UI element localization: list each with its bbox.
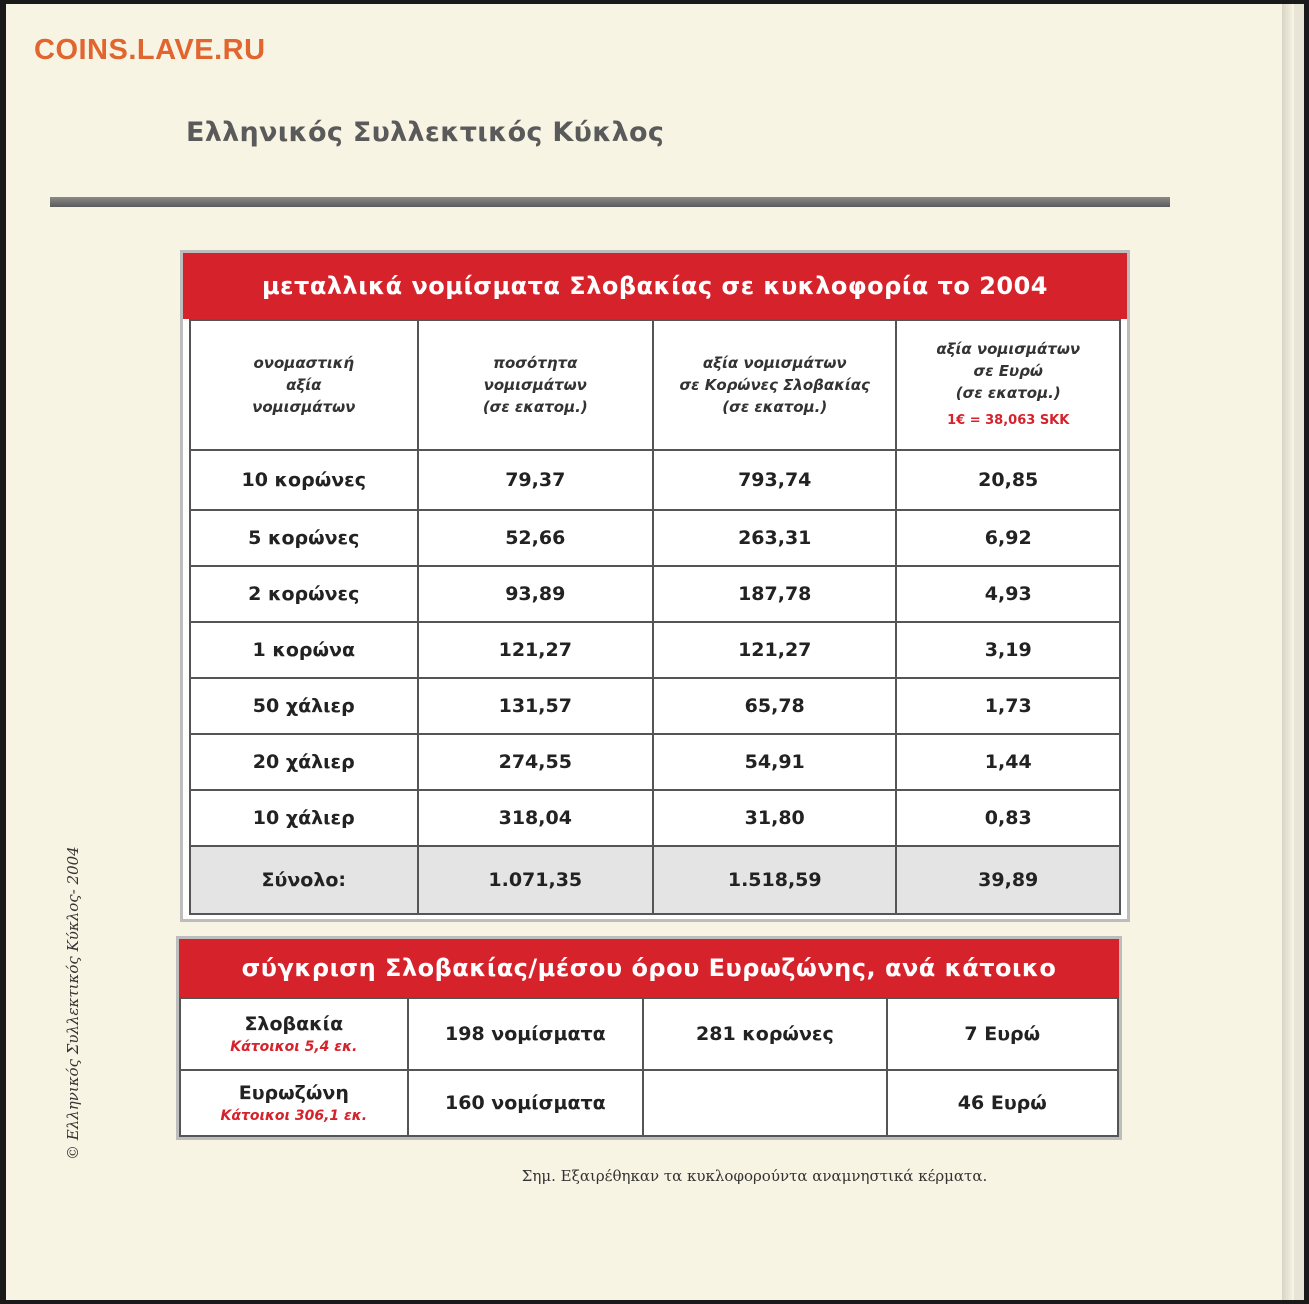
table-row <box>190 790 1120 846</box>
coins-table-panel <box>180 250 1130 922</box>
table-row <box>190 510 1120 566</box>
value-skk-cell: 65,78 <box>653 678 896 734</box>
header-rule <box>50 197 1170 207</box>
value-eur-cell: 4,93 <box>896 566 1120 622</box>
denomination-cell: 20 χάλιερ <box>190 734 418 790</box>
quantity-cell: 93,89 <box>418 566 653 622</box>
denomination-cell: 10 χάλιερ <box>190 790 418 846</box>
coins-table-title: μεταλλικά νομίσματα Σλοβακίας σε κυκλοφορία το 2004 <box>183 253 1127 319</box>
value-skk-cell: 263,31 <box>653 510 896 566</box>
total-quantity: 1.071,35 <box>418 846 653 914</box>
table-row <box>190 734 1120 790</box>
denomination-cell: 1 κορώνα <box>190 622 418 678</box>
coins-per-capita-cell: 160 νομίσματα <box>408 1070 644 1136</box>
value-skk-cell: 31,80 <box>653 790 896 846</box>
euro-per-capita-cell: 46 Ευρώ <box>887 1070 1118 1136</box>
quantity-cell: 318,04 <box>418 790 653 846</box>
quantity-cell: 131,57 <box>418 678 653 734</box>
denomination-cell: 2 κορώνες <box>190 566 418 622</box>
value-eur-cell: 20,85 <box>896 450 1120 510</box>
population-note: Κάτοικοι 306,1 εκ. <box>220 1108 368 1124</box>
comparison-table-title: σύγκριση Σλοβακίας/μέσου όρου Ευρωζώνης, ανά κάτοικο <box>179 939 1119 997</box>
value-eur-cell: 3,19 <box>896 622 1120 678</box>
value-skk-cell: 793,74 <box>653 450 896 510</box>
quantity-cell: 274,55 <box>418 734 653 790</box>
footnote: Σημ. Εξαιρέθηκαν τα κυκλοφορούντα αναμνηστικά κέρματα. <box>521 1167 988 1185</box>
total-label: Σύνολο: <box>190 846 418 914</box>
crowns-per-capita-cell <box>643 1070 886 1136</box>
denomination-cell: 50 χάλιερ <box>190 678 418 734</box>
total-row <box>190 846 1120 914</box>
quantity-cell: 52,66 <box>418 510 653 566</box>
crowns-per-capita-cell: 281 κορώνες <box>643 998 886 1070</box>
exchange-rate-note: 1€ = 38,063 SKK <box>947 413 1070 428</box>
population-note: Κάτοικοι 5,4 εκ. <box>230 1039 358 1055</box>
comparison-table <box>179 997 1119 1137</box>
denomination-cell: 5 κορώνες <box>190 510 418 566</box>
total-value-eur: 39,89 <box>896 846 1120 914</box>
coins-per-capita-cell: 198 νομίσματα <box>408 998 644 1070</box>
table-row <box>180 1070 1118 1136</box>
value-skk-cell: 121,27 <box>653 622 896 678</box>
value-eur-cell: 1,44 <box>896 734 1120 790</box>
col-header-value-eur: αξία νομισμάτων σε Ευρώ (σε εκατομ.) 1€ = 38,063 SKK <box>896 320 1120 450</box>
table-row <box>180 998 1118 1070</box>
table-row <box>190 450 1120 510</box>
table-row <box>190 566 1120 622</box>
coins-table-header-row <box>190 320 1120 450</box>
watermark: COINS.LAVE.RU <box>34 34 266 66</box>
col-header-quantity: ποσότητα νομισμάτων (σε εκατομ.) <box>418 320 653 450</box>
total-value-skk: 1.518,59 <box>653 846 896 914</box>
country-cell: Ευρωζώνη Κάτοικοι 306,1 εκ. <box>180 1070 408 1136</box>
col-header-value-skk: αξία νομισμάτων σε Κορώνες Σλοβακίας (σε εκατομ.) <box>653 320 896 450</box>
header-title: Ελληνικός Συλλεκτικός Κύκλος <box>186 117 665 148</box>
value-skk-cell: 54,91 <box>653 734 896 790</box>
col-header-denomination: ονομαστική αξία νομισμάτων <box>190 320 418 450</box>
value-eur-cell: 6,92 <box>896 510 1120 566</box>
euro-per-capita-cell: 7 Ευρώ <box>887 998 1118 1070</box>
denomination-cell: 10 κορώνες <box>190 450 418 510</box>
value-skk-cell: 187,78 <box>653 566 896 622</box>
quantity-cell: 79,37 <box>418 450 653 510</box>
quantity-cell: 121,27 <box>418 622 653 678</box>
table-row <box>190 678 1120 734</box>
side-copyright: © Ελληνικός Συλλεκτικός Κύκλος- 2004 <box>64 846 82 1160</box>
page-edge <box>1282 4 1292 1300</box>
value-eur-cell: 1,73 <box>896 678 1120 734</box>
coins-table <box>189 319 1121 915</box>
comparison-table-panel <box>176 936 1122 1140</box>
country-cell: Σλοβακία Κάτοικοι 5,4 εκ. <box>180 998 408 1070</box>
table-row <box>190 622 1120 678</box>
value-eur-cell: 0,83 <box>896 790 1120 846</box>
